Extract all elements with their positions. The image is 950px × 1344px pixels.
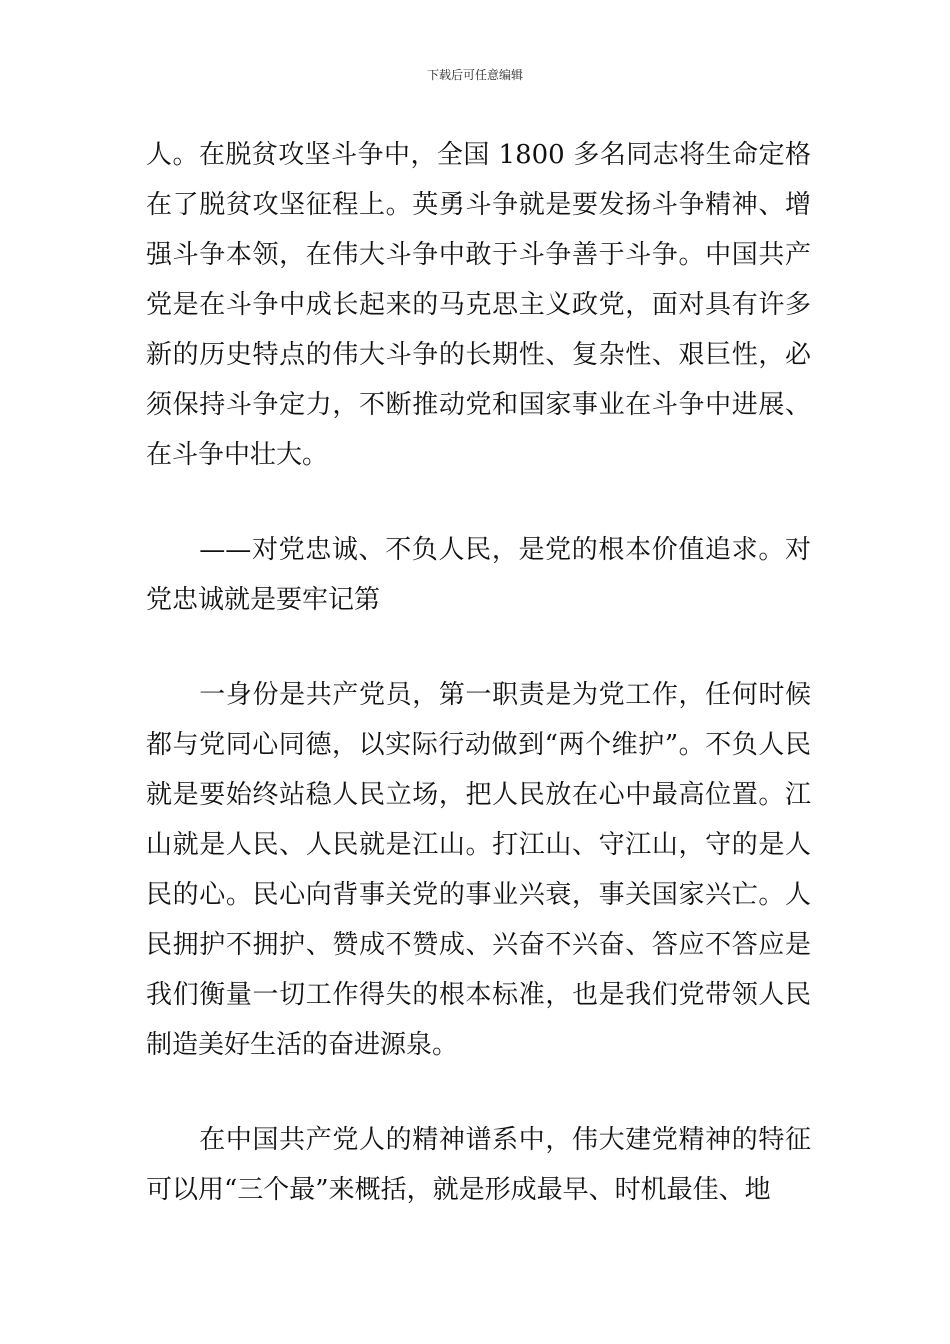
paragraph-gap [146, 480, 811, 525]
paragraph-struggle: 人。在脱贫攻坚斗争中，全国 1800 多名同志将生命定格在了脱贫攻坚征程上。英勇斗争就是要发扬斗争精神、增强斗争本领，在伟大斗争中敢于斗争善于斗争。中国共产党是在斗争中成长起来的马克思主义政党，面对具有许多新的历史特点的伟大斗争的长期性、复杂性、艰巨性，必须保持斗争定力，不断推动党和国家事业在斗争中进展、在斗争中壮大。 [146, 140, 811, 470]
page-header: 下载后可任意编辑 [426, 68, 523, 82]
paragraph-loyalty: ——对党忠诚、不负人民，是党的根本价值追求。对党忠诚就是要牢记第 [146, 535, 811, 615]
paragraph-gap [146, 625, 811, 670]
paragraph-people: 一身份是共产党员，第一职责是为党工作，任何时候都与党同心同德，以实际行动做到“两个维护”。不负人民就是要始终站稳人民立场，把人民放在心中最高位置。江山就是人民、人民就是江山。打江山、守江山，守的是人民的心。民心向背事关党的事业兴衰，事关国家兴亡。人民拥护不拥护、赞成不赞成、兴奋不兴奋、答应不答应是我们衡量一切工作得失的根本标准，也是我们党带领人民制造美好生活的奋进源泉。 [146, 680, 811, 1060]
paragraph-gap [146, 1070, 811, 1115]
paragraph-spirit: 在中国共产党人的精神谱系中，伟大建党精神的特征可以用“三个最”来概括，就是形成最早、时机最佳、地 [146, 1125, 811, 1205]
document-body [146, 130, 811, 1215]
